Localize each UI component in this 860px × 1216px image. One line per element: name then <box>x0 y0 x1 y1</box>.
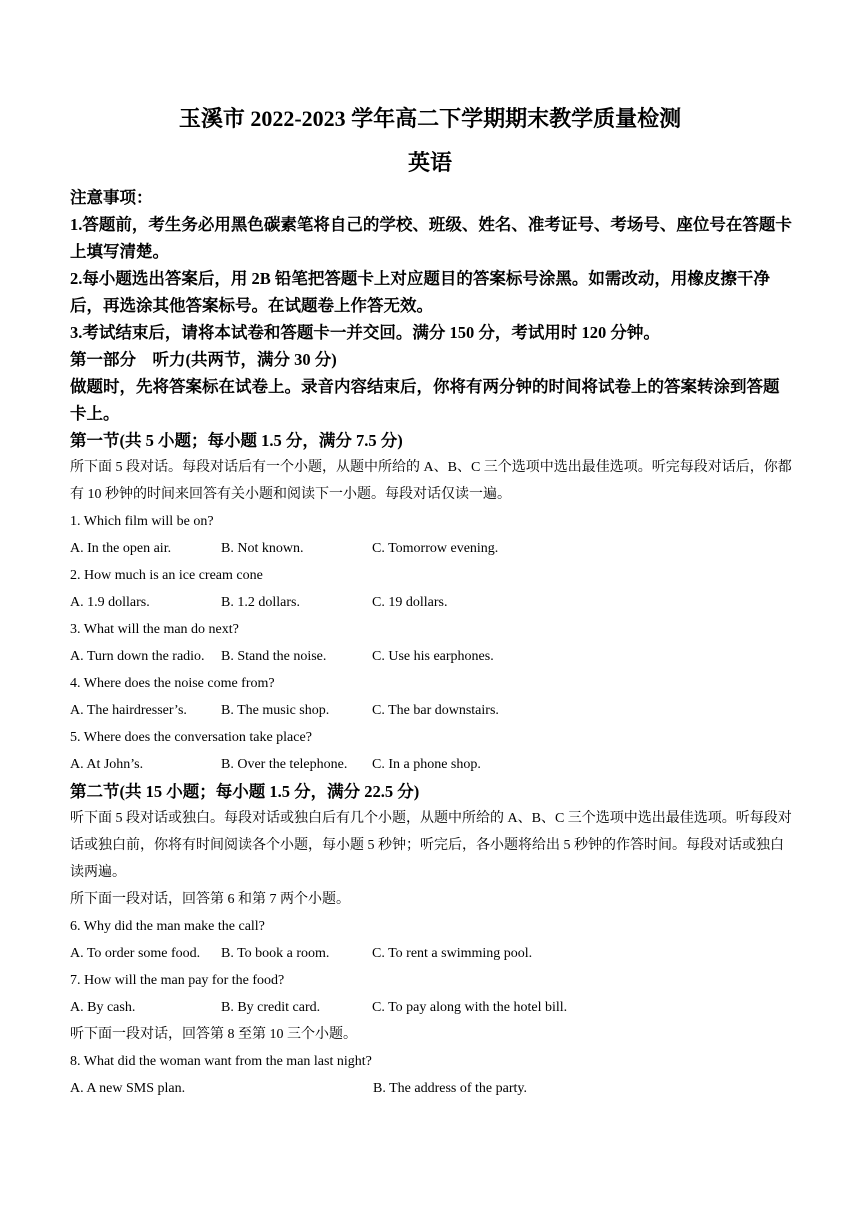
question-8: 8. What did the woman want from the man last night? <box>70 1054 372 1069</box>
section1-instruction: 所下面 5 段对话。每段对话后有一个小题，从题中所给的 A、B、C 三个选项中选出最佳选项。听完每段对话后，你都有 10 秒钟的时间来回答有关小题和阅读下一小题。每段对话仅读一遍。 <box>70 460 792 502</box>
option-c: C. Use his earphones. <box>372 649 494 664</box>
question-7: 7. How will the man pay for the food? <box>70 973 285 988</box>
exam-content <box>70 184 792 1102</box>
question-4: 4. Where does the noise come from? <box>70 676 275 691</box>
option-b: B. To book a room. <box>221 946 330 961</box>
option-a: A. By cash. <box>70 1000 136 1015</box>
part1-heading: 第一部分 听力(共两节，满分 30 分) <box>70 350 337 369</box>
question-8-options <box>70 1075 792 1102</box>
option-c: C. The bar downstairs. <box>372 703 499 718</box>
option-a: A. 1.9 dollars. <box>70 595 150 610</box>
option-c: C. In a phone shop. <box>372 757 481 772</box>
exam-title: 玉溪市 2022-2023 学年高二下学期期末教学质量检测 <box>178 106 682 131</box>
question-2: 2. How much is an ice cream cone <box>70 568 263 583</box>
section2-intro-1: 所下面一段对话，回答第 6 和第 7 两个小题。 <box>70 892 350 907</box>
notice-heading: 注意事项： <box>70 188 153 207</box>
section2-instruction: 听下面 5 段对话或独白。每段对话或独白后有几个小题，从题中所给的 A、B、C 三个选项中选出最佳选项。听每段对话或独白前，你将有时间阅读各个小题，每小题 5 秒钟；听完后，各小题将给出 5 秒钟的作答时间。每段对话或独白读两遍。 <box>70 811 792 880</box>
question-3: 3. What will the man do next? <box>70 622 239 637</box>
question-1-options <box>70 535 792 562</box>
option-b: B. The address of the party. <box>373 1081 527 1096</box>
option-c: C. To pay along with the hotel bill. <box>372 1000 568 1015</box>
option-b: B. By credit card. <box>221 1000 321 1015</box>
option-c: C. To rent a swimming pool. <box>372 946 533 961</box>
option-b: B. The music shop. <box>221 703 330 718</box>
option-c: C. Tomorrow evening. <box>372 541 499 556</box>
question-5-options <box>70 751 792 778</box>
question-3-options <box>70 643 792 670</box>
part1-instruction: 做题时，先将答案标在试卷上。录音内容结束后，你将有两分钟的时间将试卷上的答案转涂到答题卡上。 <box>70 377 780 423</box>
option-c: C. 19 dollars. <box>372 595 448 610</box>
option-a: A. A new SMS plan. <box>70 1081 186 1096</box>
question-7-options <box>70 994 792 1021</box>
option-a: A. In the open air. <box>70 541 172 556</box>
option-b: B. Stand the noise. <box>221 649 327 664</box>
notice-item-2: 2.每小题选出答案后，用 2B 铅笔把答题卡上对应题目的答案标号涂黑。如需改动，用橡皮擦干净后，再选涂其他答案标号。在试题卷上作答无效。 <box>70 269 770 315</box>
section2-intro-2: 听下面一段对话，回答第 8 至第 10 三个小题。 <box>70 1027 357 1042</box>
subject-title: 英语 <box>407 150 452 175</box>
option-a: A. To order some food. <box>70 946 201 961</box>
notice-item-3: 3.考试结束后，请将本试卷和答题卡一并交回。满分 150 分，考试用时 120 分钟。 <box>70 323 660 342</box>
question-2-options <box>70 589 792 616</box>
question-6: 6. Why did the man make the call? <box>70 919 265 934</box>
option-b: B. 1.2 dollars. <box>221 595 300 610</box>
question-1: 1. Which film will be on? <box>70 514 214 529</box>
section1-heading: 第一节(共 5 小题；每小题 1.5 分，满分 7.5 分) <box>70 431 403 450</box>
notice-item-1: 1.答题前，考生务必用黑色碳素笔将自己的学校、班级、姓名、准考证号、考场号、座位号在答题卡上填写清楚。 <box>70 215 792 261</box>
question-5: 5. Where does the conversation take place? <box>70 730 312 745</box>
option-a: A. At John’s. <box>70 757 144 772</box>
question-4-options <box>70 697 792 724</box>
option-b: B. Not known. <box>221 541 304 556</box>
option-a: A. Turn down the radio. <box>70 649 205 664</box>
option-b: B. Over the telephone. <box>221 757 348 772</box>
section2-heading: 第二节(共 15 小题；每小题 1.5 分，满分 22.5 分) <box>70 782 420 801</box>
question-6-options <box>70 940 792 967</box>
option-a: A. The hairdresser’s. <box>70 703 187 718</box>
